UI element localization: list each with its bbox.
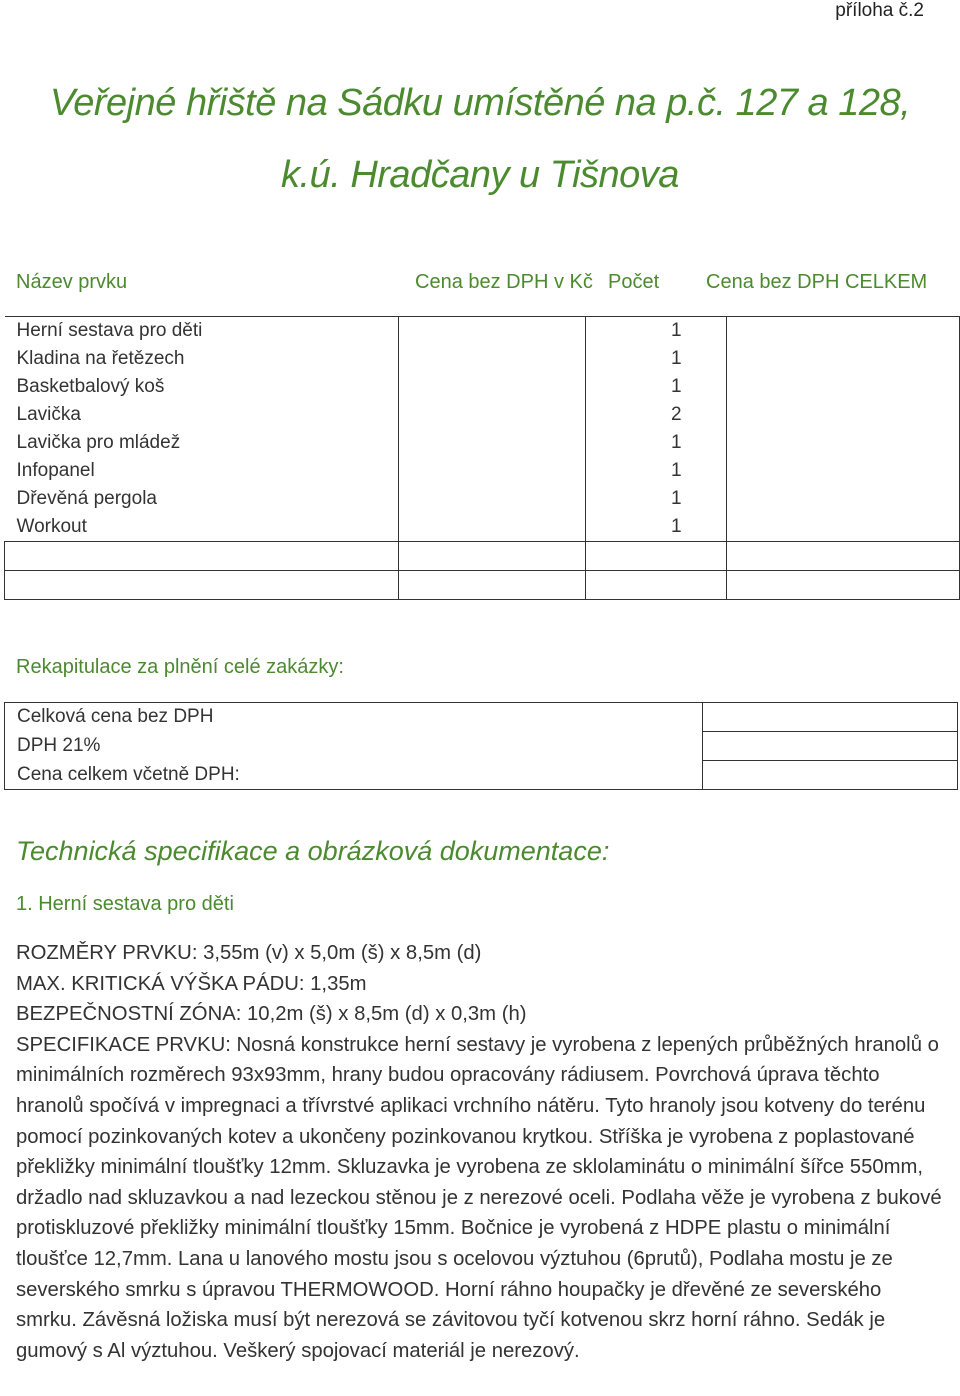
table-row bbox=[5, 732, 958, 761]
item-qty: 1 bbox=[585, 373, 726, 401]
recap-label: Celková cena bez DPH bbox=[5, 703, 703, 732]
table-row bbox=[5, 457, 960, 485]
items-table bbox=[4, 316, 960, 600]
item-name: Basketbalový koš bbox=[5, 373, 399, 401]
item-total-cell[interactable] bbox=[726, 345, 959, 373]
item-qty: 1 bbox=[585, 457, 726, 485]
item-price-cell[interactable] bbox=[398, 317, 585, 346]
recap-value-cell[interactable] bbox=[703, 703, 958, 732]
item-total-cell[interactable] bbox=[726, 401, 959, 429]
empty-total-cell[interactable] bbox=[726, 542, 959, 571]
item-qty: 2 bbox=[585, 401, 726, 429]
item-price-cell[interactable] bbox=[398, 485, 585, 513]
table-row bbox=[5, 761, 958, 790]
table-row bbox=[5, 485, 960, 513]
item-name: Lavička pro mládež bbox=[5, 429, 399, 457]
spec-title: Technická specifikace a obrázková dokumentace: bbox=[16, 836, 610, 866]
item-price-cell[interactable] bbox=[398, 429, 585, 457]
empty-price-cell[interactable] bbox=[398, 542, 585, 571]
recap-label: Cena celkem včetně DPH: bbox=[5, 761, 703, 790]
item-name: Kladina na řetězech bbox=[5, 345, 399, 373]
spec-paragraph: SPECIFIKACE PRVKU: Nosná konstrukce herní sestavy je vyrobena z lepených průběžných hranolů o minimálních rozměrech 93x93mm, hrany budou opracovány rádiusem. Povrchová úprava těchto hranolů spočívá v impregnaci a třívrstvé aplikaci vrchního nátěru. Tyto hranoly jsou kotveny do terénu pomocí pozinkovaných kotev a ukončeny pozinkovanou krytkou. Stříška je vyrobena z poplastované překližky minimální tloušťky 12mm. Skluzavka je vyrobena ze sklolaminátu o minimální šířce 550mm, držadlo nad skluzavkou a nad lezeckou stěnou je z nerezové oceli. Podlaha věže je vyrobena z bukové protiskluzové překližky minimální tloušťky 15mm. Bočnice je vyrobená z HDPE plastu o minimální tloušťce 12,7mm. Lana u lanového mostu jsou s ocelovou výztuhou (6prutů), Podlaha mostu je ze severského smrku s úpravou THERMOWOOD. Horní ráhno houpačky je dřevěné ze severského smrku. Závěsná ložiska musí být nerezová se závitovou tyčí kotvenou skrz horní ráhno. Sedák je gumový s Al výztuhou. Veškerý spojovací materiál je nerezový. bbox=[16, 1033, 942, 1362]
item-name: Dřevěná pergola bbox=[5, 485, 399, 513]
spec-dimensions: ROZMĚRY PRVKU: 3,55m (v) x 5,0m (š) x 8,5m (d) bbox=[16, 942, 482, 964]
item-name: Herní sestava pro děti bbox=[5, 317, 399, 346]
recap-value-cell[interactable] bbox=[703, 761, 958, 790]
attachment-label: příloha č.2 bbox=[835, 0, 924, 21]
header-price: Cena bez DPH v Kč bbox=[415, 271, 593, 293]
item-name: Lavička bbox=[5, 401, 399, 429]
item-price-cell[interactable] bbox=[398, 345, 585, 373]
empty-qty-cell[interactable] bbox=[585, 571, 726, 600]
table-row-empty bbox=[5, 571, 960, 600]
recap-title: Rekapitulace za plnění celé zakázky: bbox=[16, 656, 344, 678]
item-qty: 1 bbox=[585, 317, 726, 346]
item-total-cell[interactable] bbox=[726, 513, 959, 542]
spec-safety-zone: BEZPEČNOSTNÍ ZÓNA: 10,2m (š) x 8,5m (d) x 0,3m (h) bbox=[16, 1003, 527, 1026]
table-row-empty bbox=[5, 542, 960, 571]
spec-text bbox=[16, 938, 946, 1366]
item-total-cell[interactable] bbox=[726, 457, 959, 485]
item-total-cell[interactable] bbox=[726, 373, 959, 401]
item-qty: 1 bbox=[585, 429, 726, 457]
item-qty: 1 bbox=[585, 345, 726, 373]
spec-subtitle: 1. Herní sestava pro děti bbox=[16, 893, 234, 915]
recap-value-cell[interactable] bbox=[703, 732, 958, 761]
item-qty: 1 bbox=[585, 513, 726, 542]
document-title-line2: k.ú. Hradčany u Tišnova bbox=[281, 154, 679, 196]
table-row bbox=[5, 373, 960, 401]
recap-label: DPH 21% bbox=[5, 732, 703, 761]
table-row bbox=[5, 513, 960, 542]
item-qty: 1 bbox=[585, 485, 726, 513]
item-total-cell[interactable] bbox=[726, 485, 959, 513]
empty-price-cell[interactable] bbox=[398, 571, 585, 600]
empty-total-cell[interactable] bbox=[726, 571, 959, 600]
table-row bbox=[5, 317, 960, 346]
empty-qty-cell[interactable] bbox=[585, 542, 726, 571]
item-name: Infopanel bbox=[5, 457, 399, 485]
item-price-cell[interactable] bbox=[398, 401, 585, 429]
item-total-cell[interactable] bbox=[726, 429, 959, 457]
spec-fall-height: MAX. KRITICKÁ VÝŠKA PÁDU: 1,35m bbox=[16, 972, 367, 995]
empty-name-cell[interactable] bbox=[5, 542, 399, 571]
item-price-cell[interactable] bbox=[398, 457, 585, 485]
recap-table bbox=[4, 702, 958, 790]
table-row bbox=[5, 345, 960, 373]
table-row bbox=[5, 429, 960, 457]
item-price-cell[interactable] bbox=[398, 513, 585, 542]
header-name: Název prvku bbox=[16, 271, 128, 293]
table-row bbox=[5, 703, 958, 732]
item-total-cell[interactable] bbox=[726, 317, 959, 346]
empty-name-cell[interactable] bbox=[5, 571, 399, 600]
document-title-line1: Veřejné hřiště na Sádku umístěné na p.č. 127 a 128, bbox=[49, 82, 911, 124]
header-total: Cena bez DPH CELKEM bbox=[706, 271, 928, 293]
item-price-cell[interactable] bbox=[398, 373, 585, 401]
item-name: Workout bbox=[5, 513, 399, 542]
header-qty: Počet bbox=[608, 271, 660, 293]
table-row bbox=[5, 401, 960, 429]
